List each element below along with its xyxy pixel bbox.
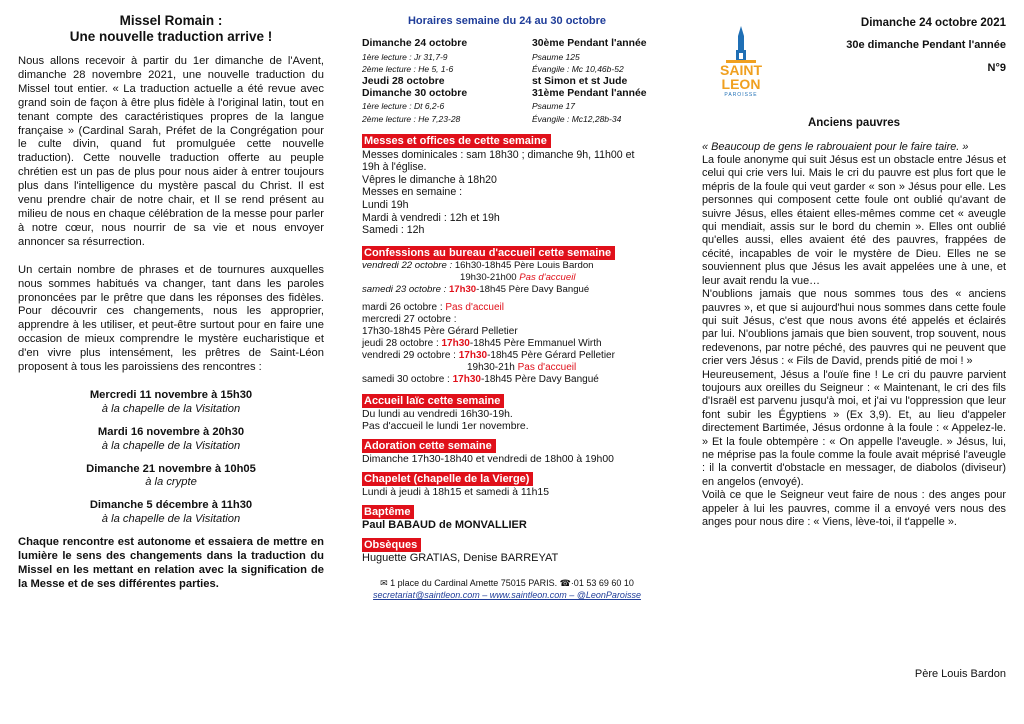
contact-links-text[interactable]: secretariat@saintleon.com – www.saintleon.com – @LeonParoisse: [373, 590, 641, 601]
sunday-1-title: 30ème Pendant l'année: [532, 38, 647, 50]
left-column: [18, 0, 324, 592]
gospel-2: Évangile : Mc12,28b-34: [532, 113, 622, 124]
article-title-line2: Une nouvelle traduction arrive !: [69, 29, 273, 44]
welcome-closure: Pas d'accueil le lundi 1er novembre.: [362, 421, 529, 433]
meeting-place: à la chapelle de la Visitation: [101, 513, 241, 526]
funeral-names: Huguette GRATIAS, Denise BARREYAT: [362, 552, 559, 565]
masses-line: Mardi à vendredi : 12h et 19h: [362, 211, 500, 224]
section-funerals-heading: Obsèques: [362, 538, 421, 552]
article-title-line1: Missel Romain :: [119, 13, 223, 28]
editorial-body: [702, 141, 1006, 530]
conf-day: vendredi 29 octobre :: [362, 350, 456, 362]
conf-time-highlight: 17h30: [458, 350, 488, 362]
no-welcome-label: Pas d'accueil: [445, 302, 504, 314]
masses-line: Lundi 19h: [362, 199, 409, 212]
editorial-paragraph: Voilà ce que le Seigneur veut faire de nous : des anges pour appeler à lui les pauvres, comme il a envoyé vers nous des anges pour nous dire : « Viens, lève-toi, il t'appelle ».: [702, 489, 1006, 528]
masses-line: Messes en semaine :: [362, 186, 463, 199]
intro-paragraph: Nous allons recevoir à partir du 1er dimanche de l'Avent, dimanche 28 novembre 2021, une nouvelle traduction du Missel tout entier. « La traduction actuelle a été revue avec grand soin de façon à être plus fidèle à l'original latin, tout en tenant compte des caractéristiques propres de la langue française » (Cardinal Sarah, Préfet de la Congrégation pour le culte divin, quand fut promulguée cette nouvelle traduction). Cette nouvelle traduction offerte au peuple chrétien est un pas de plus pour nous aider à entrer toujours plus dans l'intelligence du mystère pascal du Christ. Il est venu prendre chair de notre chair, et Il se rend présent au milieu de nous en chaque célébration de la messe pour parler à notre cœur, nous nourrir de sa vie et nous envoyer annoncer sa résurrection.: [18, 55, 324, 248]
liturgy-block: [362, 38, 652, 125]
gospel-1: Évangile : Mc 10,46b-52: [532, 64, 624, 75]
meeting-item: [18, 499, 324, 527]
meeting-date: Mardi 16 novembre à 20h30: [97, 425, 245, 438]
masses-line: Samedi : 12h: [362, 224, 425, 237]
section-rosary-heading: Chapelet (chapelle de la Vierge): [362, 472, 533, 486]
issue-date: Dimanche 24 octobre 2021: [860, 17, 1006, 29]
sunday-2-label: Dimanche 30 octobre: [362, 88, 468, 100]
meeting-place: à la chapelle de la Visitation: [101, 402, 241, 415]
meeting-date: Dimanche 21 novembre à 10h05: [86, 462, 256, 475]
middle-column: [362, 0, 652, 602]
conf-time-highlight: 17h30: [448, 284, 477, 296]
editorial-title: Anciens pauvres: [807, 117, 901, 130]
masses-list: [362, 149, 652, 237]
conf-slot: 19h30-21h: [467, 362, 515, 374]
conf-day: samedi 23 octobre :: [362, 284, 447, 296]
meetings-list: [18, 389, 324, 527]
reading-4: 2ème lecture : He 7,23-28: [362, 113, 461, 124]
meeting-item: [18, 426, 324, 454]
signature: Père Louis Bardon: [914, 668, 1006, 680]
conf-time-highlight: 17h30: [452, 374, 481, 386]
parish-address: ✉ 1 place du Cardinal Amette 75015 PARIS. ☎·01 53 69 60 10: [380, 577, 634, 588]
conf-day: samedi 30 octobre :: [362, 374, 450, 386]
no-welcome-label: Pas d'accueil: [519, 272, 576, 284]
section-baptism-heading: Baptême: [362, 505, 414, 519]
welcome-hours: Du lundi au vendredi 16h30-19h.: [362, 408, 513, 420]
feast-title: st Simon et st Jude: [532, 75, 628, 87]
closing-paragraph: Chaque rencontre est autonome et essaiera de mettre en lumière le sens des changements dans la traduction du Missel en les mettant en relation avec la signification de la Messe et de ses différentes parties.: [18, 536, 324, 590]
section-welcome-heading: Accueil laïc cette semaine: [362, 394, 504, 408]
section-confessions-heading: Confessions au bureau d'accueil cette semaine: [362, 246, 615, 260]
conf-day: jeudi 28 octobre :: [362, 338, 439, 350]
reading-3: 1ère lecture : Dt 6,2-6: [362, 101, 445, 112]
reading-1: 1ère lecture : Jr 31,7-9: [362, 51, 448, 62]
conf-slot: 17h30-18h45 Père Gérard Pelletier: [362, 326, 518, 338]
second-paragraph: Un certain nombre de phrases et de tournures auxquelles nous sommes habitués va changer, tant dans les paroles prononcées par le prêtre que dans les réponses des fidèles. Pour découvrir ces changements, nous les approprier, apprendre à les utiliser, et peut-être surtout pour en faire une occasion de mieux comprendre le mystère eucharistique et d'en vivre plus intensément, les prêtres de Saint-Léon proposent à tous les paroissiens des rencontres :: [18, 263, 324, 374]
reading-2: 2ème lecture : He 5, 1-6: [362, 64, 454, 75]
psalm-2: Psaume 17: [532, 101, 575, 112]
conf-day: vendredi 22 octobre :: [362, 260, 453, 272]
parish-logo: [716, 26, 766, 98]
conf-day: mardi 26 octobre :: [362, 302, 443, 314]
section-adoration-heading: Adoration cette semaine: [362, 439, 496, 453]
editorial-paragraph: Heureusement, Jésus a l'ouïe fine ! Le cri du pauvre parvient toujours aux oreilles du Seigneur : « Maintenant, le cri des fils d'Israël est parvenu jusqu'à moi, et j'ai vu l'oppression que leur font subir les Égyptiens » (Ex 3,9). Et, au lieu d'appeler directement Bartimée, Jésus ordonne à la foule : « Appelez-le. » Et la foule obtempère : « On appelle l'aveugle. » Jésus, lui, ne méprise pas la foule comme la foule avait méprisé l'aveugle : il la convertit d'obstacle en messager, de diabolos (diviseur) en angelos (envoyé).: [702, 368, 1006, 488]
meeting-date: Mercredi 11 novembre à 15h30: [89, 388, 253, 401]
conf-time-highlight: 17h30: [441, 338, 470, 350]
meeting-item: [18, 463, 324, 491]
meeting-item: [18, 389, 324, 417]
psalm-1: Psaume 125: [532, 51, 580, 62]
section-masses-heading: Messes et offices de cette semaine: [362, 134, 551, 148]
conf-slot: -18h45 Père Emmanuel Wirth: [469, 338, 602, 350]
contact-links: [362, 589, 652, 601]
conf-slot: -18h45 Père Gérard Pelletier: [487, 350, 615, 362]
masses-line: Messes dominicales : sam 18h30 ; dimanche 9h, 11h00 et 19h à l'église.: [362, 148, 635, 174]
no-welcome-label: Pas d'accueil: [517, 362, 577, 374]
confessions-list: [362, 260, 652, 386]
sunday-2-title: 31ème Pendant l'année: [532, 88, 647, 100]
thursday-label: Jeudi 28 octobre: [362, 75, 445, 87]
meeting-place: à la crypte: [145, 476, 197, 489]
schedule-header: Horaires semaine du 24 au 30 octobre: [407, 15, 607, 27]
meeting-place: à la chapelle de la Visitation: [101, 439, 241, 452]
conf-slot: 19h30-21h00: [460, 272, 517, 284]
logo-text-leon: LEON: [721, 76, 761, 92]
editorial-paragraph: N'oublions jamais que nous sommes tous des « anciens pauvres », et que si aujourd'hui nous sommes dans cette foule qui suit Jésus, c'est que nous avons été appelés et éclairés par lui. N'oublions jamais que bien souvent, trop souvent, nous redevenons, par notre péché, des pauvres qui ne peuvent que crier vers Jésus : « Fils de David, prends pitié de moi ! »: [702, 288, 1006, 368]
conf-slot: 16h30-18h45 Père Louis Bardon: [454, 260, 594, 272]
baptism-names: Paul BABAUD de MONVALLIER: [362, 519, 527, 532]
conf-slot: -18h45 Père Davy Bangué: [476, 284, 590, 296]
liturgical-sunday: 30e dimanche Pendant l'année: [846, 39, 1006, 52]
editorial-quote: « Beaucoup de gens le rabrouaient pour le faire taire. »: [702, 140, 969, 153]
adoration-hours: Dimanche 17h30-18h40 et vendredi de 18h00 à 19h00: [362, 453, 614, 465]
rosary-hours: Lundi à jeudi à 18h15 et samedi à 11h15: [362, 486, 549, 498]
meeting-date: Dimanche 5 décembre à 11h30: [89, 499, 253, 512]
logo-text-saint: SAINT: [720, 62, 762, 78]
sunday-1-label: Dimanche 24 octobre: [362, 38, 468, 50]
logo-text-parish: PAROISSE: [724, 92, 758, 98]
masses-line: Vêpres le dimanche à 18h20: [362, 173, 497, 186]
editorial-paragraph: La foule anonyme qui suit Jésus est un obstacle entre Jésus et celui qui crie vers lui. Mais le cri du pauvre est plus fort que le mépris de la foule qui veut garder « son » Jésus pour elle. Les personnes qui composent cette foule ont oublié qu'avant de suivre Jésus, elles étaient elles-mêmes comme cet « aveugle qui mendiait, assis sur le bord du chemin ». Elles ont oublié qu'elles aussi, elles avaient été des pauvres, frappées de cécité, incapables de voir le mystère de Dieu. Elles ne se souviennent plus que Jésus les avait appelées une à une, et leur avait rendu la vue…: [702, 154, 1006, 287]
conf-day: mercredi 27 octobre :: [362, 314, 457, 326]
conf-slot: -18h45 Père Davy Bangué: [480, 374, 599, 386]
issue-number: N°9: [987, 61, 1006, 74]
